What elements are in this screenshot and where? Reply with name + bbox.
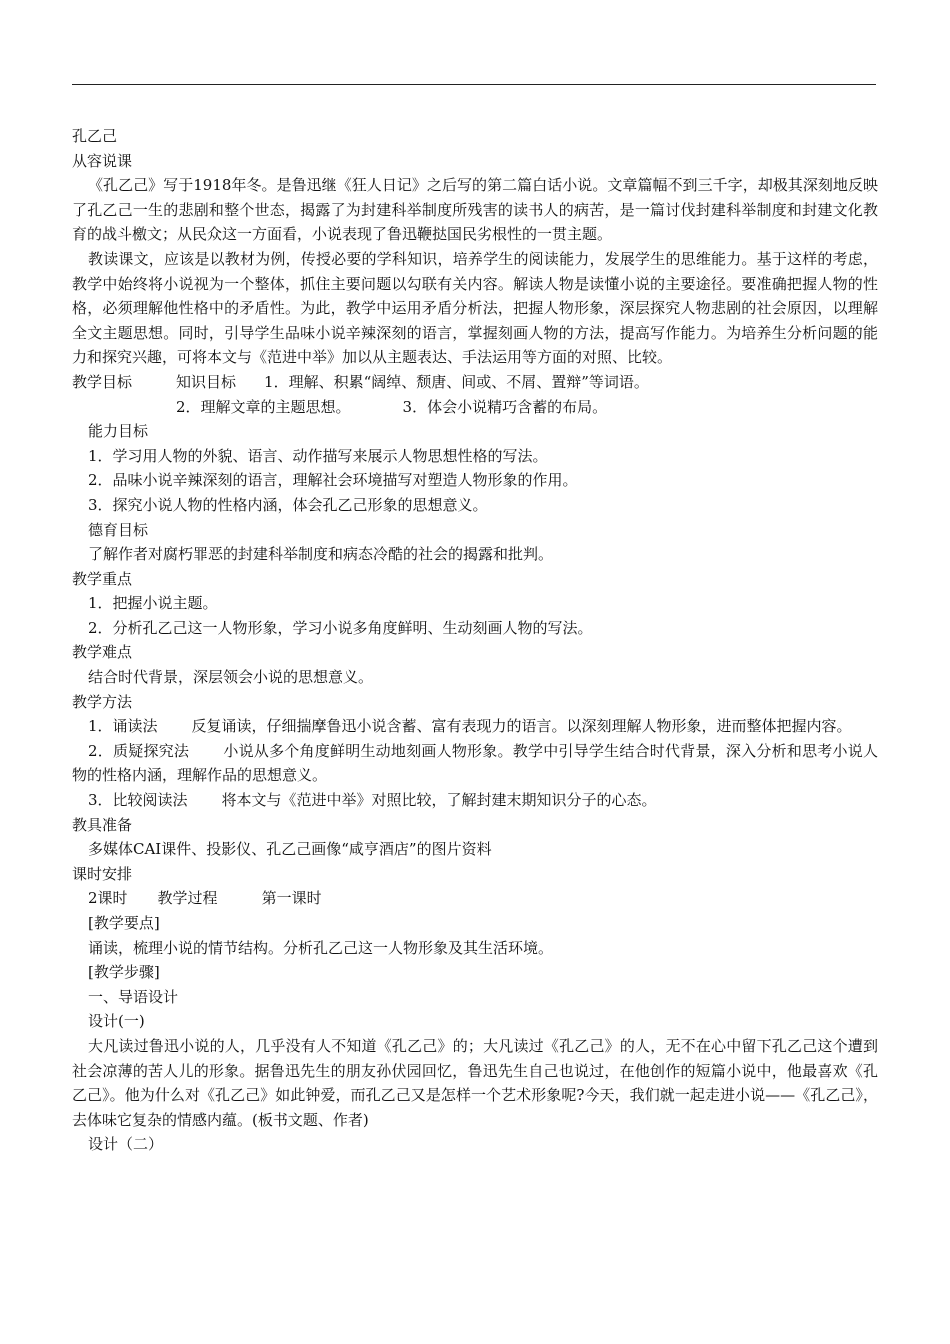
design-2-label: 设计（二） xyxy=(88,1135,164,1154)
header-rule xyxy=(72,84,876,85)
goals-row xyxy=(72,370,878,395)
intro-paragraph-2: 教读课文，应该是以教材为例，传授必要的学科知识，培养学生的阅读能力，发展学生的思维能力。基于这样的考虑，教学中始终将小说视为一个整体，抓住主要问题以勾联有关内容。解读人物是读懂小说的主要途径。要准确把握人物的性格，必须理解他性格中的矛盾性。为此，教学中运用矛盾分析法，把握人物形象，深层探究人物悲剧的社会原因，以理解全文主题思想。同时，引导学生品味小说辛辣深刻的语言，掌握刻画人物的方法，提高写作能力。为培养生分析问题的能力和探究兴趣，可将本文与《范进中举》加以从主题表达、手法运用等方面的对照、比较。 xyxy=(72,249,878,367)
method-name: 2．质疑探究法 xyxy=(88,741,190,760)
method-name: 3．比较阅读法 xyxy=(88,791,188,810)
design-1-label: 设计(一) xyxy=(88,1012,145,1031)
difficulty-text: 结合时代背景，深层领会小说的思想意义。 xyxy=(88,668,374,687)
method-desc: 小说从多个角度鲜明生动地刻画人物形象。教学中引导学生结合时代背景，深入分析和思考小说人物的性格内涵，理解作品的思想意义。 xyxy=(72,741,878,785)
knowledge-item-2: 2．理解文章的主题思想。 xyxy=(176,397,351,416)
knowledge-row-2 xyxy=(72,395,878,420)
document-subtitle: 从容说课 xyxy=(72,151,133,170)
knowledge-item-3: 3．体会小说精巧含蓄的布局。 xyxy=(402,397,608,416)
step-1-heading: 一、导语设计 xyxy=(88,987,179,1006)
key-point-2: 2．分析孔乙己这一人物形象，学习小说多角度鲜明、生动刻画人物的写法。 xyxy=(88,618,593,637)
intro-paragraph-1: 《孔乙己》写于1918年冬。是鲁迅继《狂人日记》之后写的第二篇白话小说。文章篇幅不到三千字，却极其深刻地反映了孔乙己一生的悲剧和整个世态，揭露了为封建科举制度所残害的读书人的病苦，是一篇讨伐封建科举制度和封建文化教育的战斗檄文；从民众这一方面看，小说表现了鲁迅鞭挞国民劣根性的一贯主题。 xyxy=(72,176,878,244)
methods-heading: 教学方法 xyxy=(72,692,133,711)
knowledge-label: 知识目标 xyxy=(176,372,237,391)
tools-text: 多媒体CAI课件、投影仪、孔乙己画像“咸亨酒店”的图片资料 xyxy=(88,840,492,859)
method-desc: 反复诵读，仔细揣摩鲁迅小说含蓄、富有表现力的语言。以深刻理解人物形象，进而整体把握内容。 xyxy=(191,717,852,736)
teaching-points-label: [教学要点] xyxy=(88,914,160,932)
method-desc: 将本文与《范进中举》对照比较，了解封建末期知识分子的心态。 xyxy=(221,791,657,810)
schedule-hours: 2课时 xyxy=(88,889,128,908)
schedule-heading: 课时安排 xyxy=(72,864,133,883)
teaching-steps-label: [教学步骤] xyxy=(88,963,160,982)
schedule-process: 教学过程 xyxy=(157,889,218,908)
schedule-row xyxy=(72,886,878,911)
document-title: 孔乙己 xyxy=(72,127,118,145)
method-item-2 xyxy=(72,739,878,788)
document-body xyxy=(72,124,878,1157)
key-point-1: 1．把握小说主题。 xyxy=(88,594,218,613)
moral-text: 了解作者对腐朽罪恶的封建科举制度和病态冷酷的社会的揭露和批判。 xyxy=(88,545,554,564)
method-name: 1．诵读法 xyxy=(88,717,158,736)
schedule-lesson: 第一课时 xyxy=(261,889,322,908)
key-points-heading: 教学重点 xyxy=(72,569,133,588)
knowledge-item-1: 1．理解、积累“阔绰、颓唐、间或、不屑、置辩”等词语。 xyxy=(264,372,649,391)
goals-heading: 教学目标 xyxy=(72,372,133,391)
moral-label: 德育目标 xyxy=(88,520,149,539)
tools-heading: 教具准备 xyxy=(72,815,133,834)
ability-item-1: 1．学习用人物的外貌、语言、动作描写来展示人物思想性格的写法。 xyxy=(88,446,548,465)
method-item-3 xyxy=(72,788,878,813)
method-item-1 xyxy=(72,714,878,739)
difficulty-heading: 教学难点 xyxy=(72,643,133,662)
ability-label: 能力目标 xyxy=(88,422,149,441)
design-1-text: 大凡读过鲁迅小说的人，几乎没有人不知道《孔乙己》的；大凡读过《孔乙己》的人，无不在心中留下孔乙己这个遭到社会凉薄的苦人儿的形象。据鲁迅先生的朋友孙伏园回忆，鲁迅先生自己也说过，在他创作的短篇小说中，他最喜欢《孔乙己》。他为什么对《孔乙己》如此钟爱，而孔乙己又是怎样一个艺术形象呢?今天，我们就一起走进小说——《孔乙己》，去体味它复杂的情感内蕴。(板书文题、作者) xyxy=(72,1036,878,1129)
ability-item-2: 2．品味小说辛辣深刻的语言，理解社会环境描写对塑造人物形象的作用。 xyxy=(88,471,578,490)
ability-item-3: 3．探究小说人物的性格内涵，体会孔乙己形象的思想意义。 xyxy=(88,495,488,514)
teaching-points-text: 诵读，梳理小说的情节结构。分析孔乙己这一人物形象及其生活环境。 xyxy=(88,938,554,957)
